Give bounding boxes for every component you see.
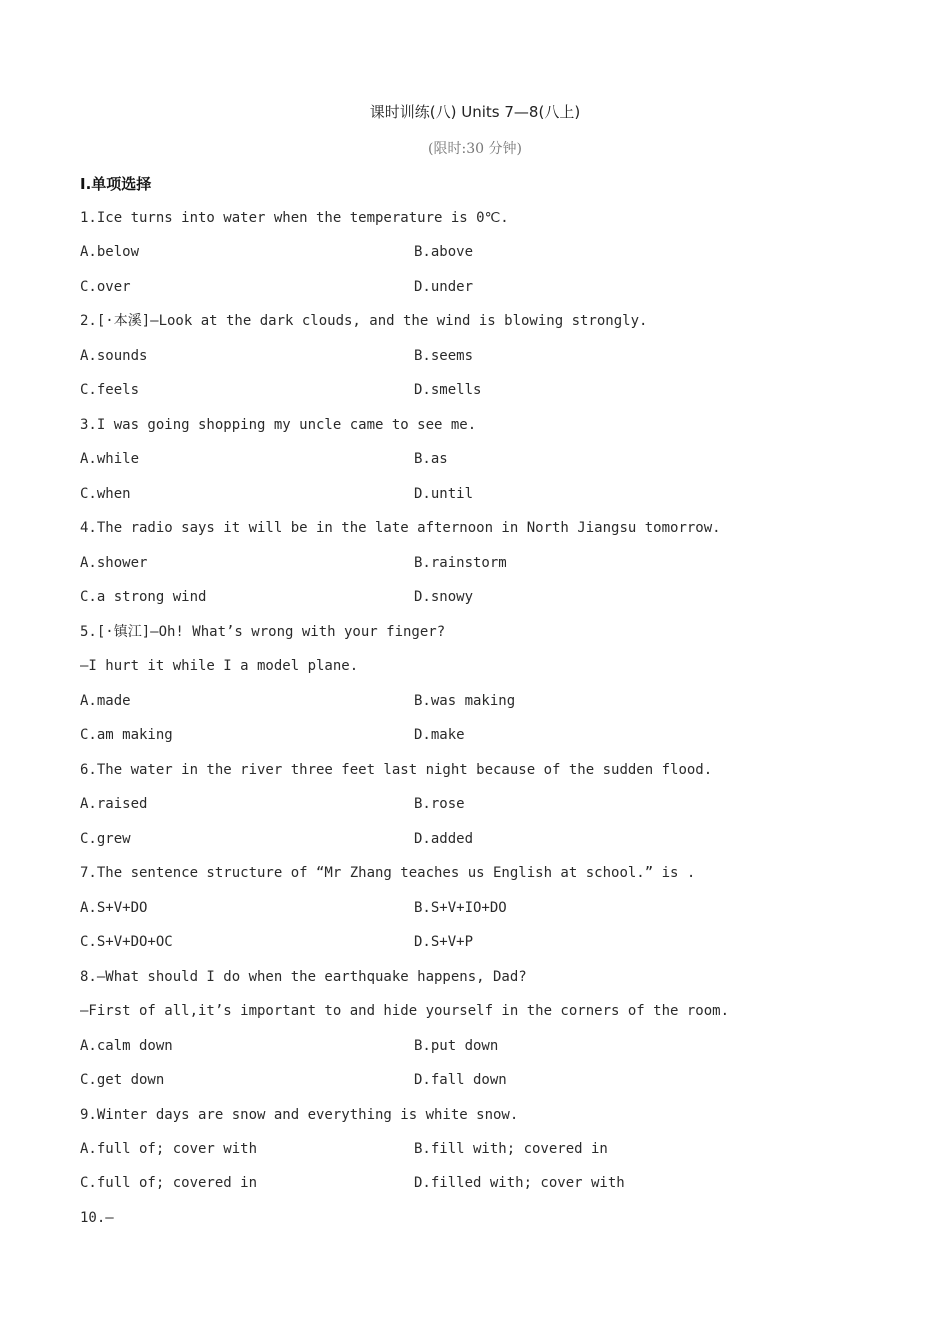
option-a: A.sounds — [80, 348, 148, 364]
option-c: C.grew — [80, 831, 131, 847]
option-d: D.under — [414, 279, 474, 295]
option-b: B.S+V+IO+DO — [414, 900, 507, 916]
option-c: C.feels — [80, 382, 140, 398]
section-heading: Ⅰ.单项选择 — [80, 175, 152, 193]
option-a: A.calm down — [80, 1038, 173, 1054]
question-stem-reply: —I hurt it while I a model plane. — [80, 658, 359, 674]
option-a: A.while — [80, 451, 140, 467]
question-stem: 5.[·镇江]—Oh! What’s wrong with your finger? — [80, 624, 446, 640]
question-stem: 3.I was going shopping my uncle came to see me. — [80, 417, 477, 433]
question-stem: 7.The sentence structure of “Mr Zhang teaches us English at school.” is . — [80, 865, 696, 881]
option-a: A.below — [80, 244, 140, 260]
option-c: C.when — [80, 486, 131, 502]
question-stem: 4.The radio says it will be in the late afternoon in North Jiangsu tomorrow. — [80, 520, 721, 536]
option-a: A.full of; cover with — [80, 1141, 258, 1157]
question-stem: 8.—What should I do when the earthquake happens, Dad? — [80, 969, 527, 985]
option-a: A.raised — [80, 796, 148, 812]
time-limit: (限时:30 分钟) — [428, 141, 522, 157]
option-d: D.snowy — [414, 589, 474, 605]
question-stem: 6.The water in the river three feet last night because of the sudden flood. — [80, 762, 713, 778]
option-c: C.over — [80, 279, 131, 295]
question-stem-reply: —First of all,it’s important to and hide yourself in the corners of the room. — [80, 1003, 730, 1019]
option-d: D.added — [414, 831, 474, 847]
option-a: A.S+V+DO — [80, 900, 148, 916]
option-b: B.rose — [414, 796, 465, 812]
option-c: C.a strong wind — [80, 589, 207, 605]
option-d: D.smells — [414, 382, 482, 398]
page-title: 课时训练(八) Units 7—8(八上) — [369, 103, 581, 121]
option-b: B.was making — [414, 693, 516, 709]
option-d: D.S+V+P — [414, 934, 474, 950]
option-d: D.filled with; cover with — [414, 1175, 625, 1191]
option-c: C.full of; covered in — [80, 1175, 258, 1191]
option-b: B.as — [414, 451, 448, 467]
question-stem: 10.— — [80, 1210, 114, 1226]
option-b: B.put down — [414, 1038, 499, 1054]
question-stem: 9.Winter days are snow and everything is white snow. — [80, 1107, 519, 1123]
option-b: B.above — [414, 244, 474, 260]
option-a: A.shower — [80, 555, 148, 571]
option-d: D.make — [414, 727, 465, 743]
option-d: D.until — [414, 486, 474, 502]
option-c: C.get down — [80, 1072, 165, 1088]
option-a: A.made — [80, 693, 131, 709]
option-d: D.fall down — [414, 1072, 507, 1088]
option-c: C.am making — [80, 727, 173, 743]
option-b: B.seems — [414, 348, 474, 364]
question-stem: 2.[·本溪]—Look at the dark clouds, and the wind is blowing strongly. — [80, 313, 648, 329]
option-c: C.S+V+DO+OC — [80, 934, 173, 950]
option-b: B.fill with; covered in — [414, 1141, 608, 1157]
question-stem: 1.Ice turns into water when the temperature is 0℃. — [80, 210, 509, 226]
option-b: B.rainstorm — [414, 555, 507, 571]
